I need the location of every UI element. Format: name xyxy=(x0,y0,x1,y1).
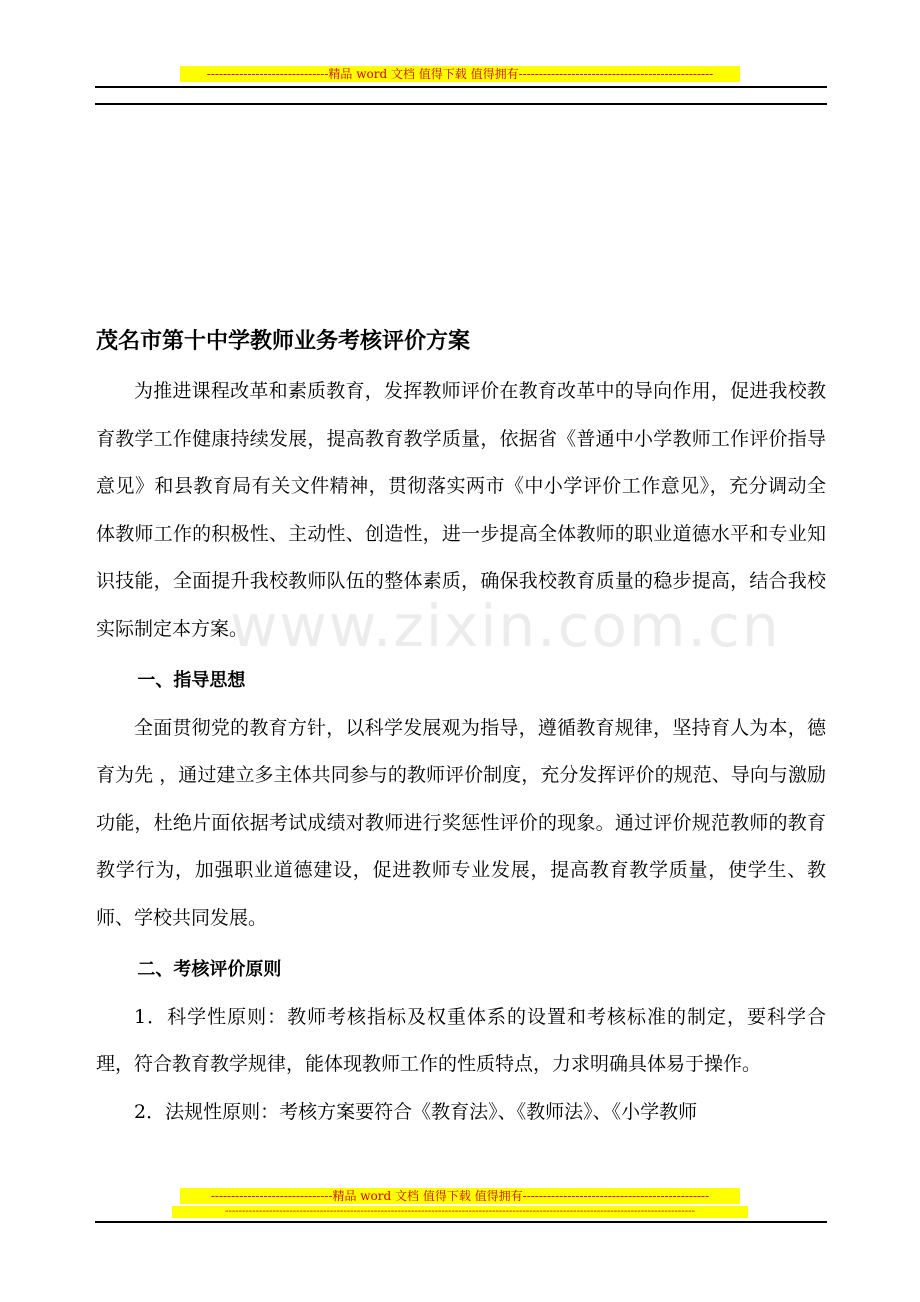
header-banner: ------------------------------精品 word 文档 值得下载 值得拥有------------------------------------------------ xyxy=(180,66,740,82)
intro-paragraph: 为推进课程改革和素质教育，发挥教师评价在教育改革中的导向作用，促进我校教育教学工作健康持续发展，提高教育教学质量，依据省《普通中小学教师工作评价指导意见》和县教育局有关文件精神，贯彻落实两市《中小学评价工作意见》，充分调动全体教师工作的积极性、主动性、创造性，进一步提高全体教师的职业道德水平和专业知识技能，全面提升我校教师队伍的整体素质，确保我校教育质量的稳步提高，结合我校实际制定本方案。 xyxy=(96,380,826,640)
footer-rule xyxy=(95,1221,827,1223)
watermark: www.zixin.com.cn xyxy=(230,592,781,660)
footer-banner: ------------------------------精品 word 文档 值得下载 值得拥有---------------------------------------------- xyxy=(180,1188,740,1204)
section-heading-guiding-ideology: 一、指导思想 xyxy=(137,670,246,691)
footer-dashes: ------------------------------------------------------------------------------------------------------------------------------------------- xyxy=(172,1206,748,1218)
document-title: 茂名市第十中学教师业务考核评价方案 xyxy=(96,329,471,354)
header-rule-top xyxy=(95,86,827,88)
document-body xyxy=(96,322,826,1136)
section-heading-principles: 二、考核评价原则 xyxy=(137,959,282,980)
header-rule-bottom xyxy=(95,103,827,105)
principle-legal: 2．法规性原则：考核方案要符合《教育法》、《教师法》、《小学教师 xyxy=(134,1100,698,1123)
principle-scientific: 1．科学性原则：教师考核指标及权重体系的设置和考核标准的制定，要科学合理，符合教育教学规律，能体现教师工作的性质特点，力求明确具体易于操作。 xyxy=(96,1005,826,1075)
guiding-ideology-paragraph: 全面贯彻党的教育方针，以科学发展观为指导，遵循教育规律，坚持育人为本，德育为先 ，通过建立多主体共同参与的教师评价制度，充分发挥评价的规范、导向与激励功能，杜绝片面依据考试成绩对教师进行奖惩性评价的现象。通过评价规范教师的教育教学行为，加强职业道德建设，促进教师专业发展，提高教育教学质量，使学生、教师、学校共同发展。 xyxy=(96,716,826,929)
